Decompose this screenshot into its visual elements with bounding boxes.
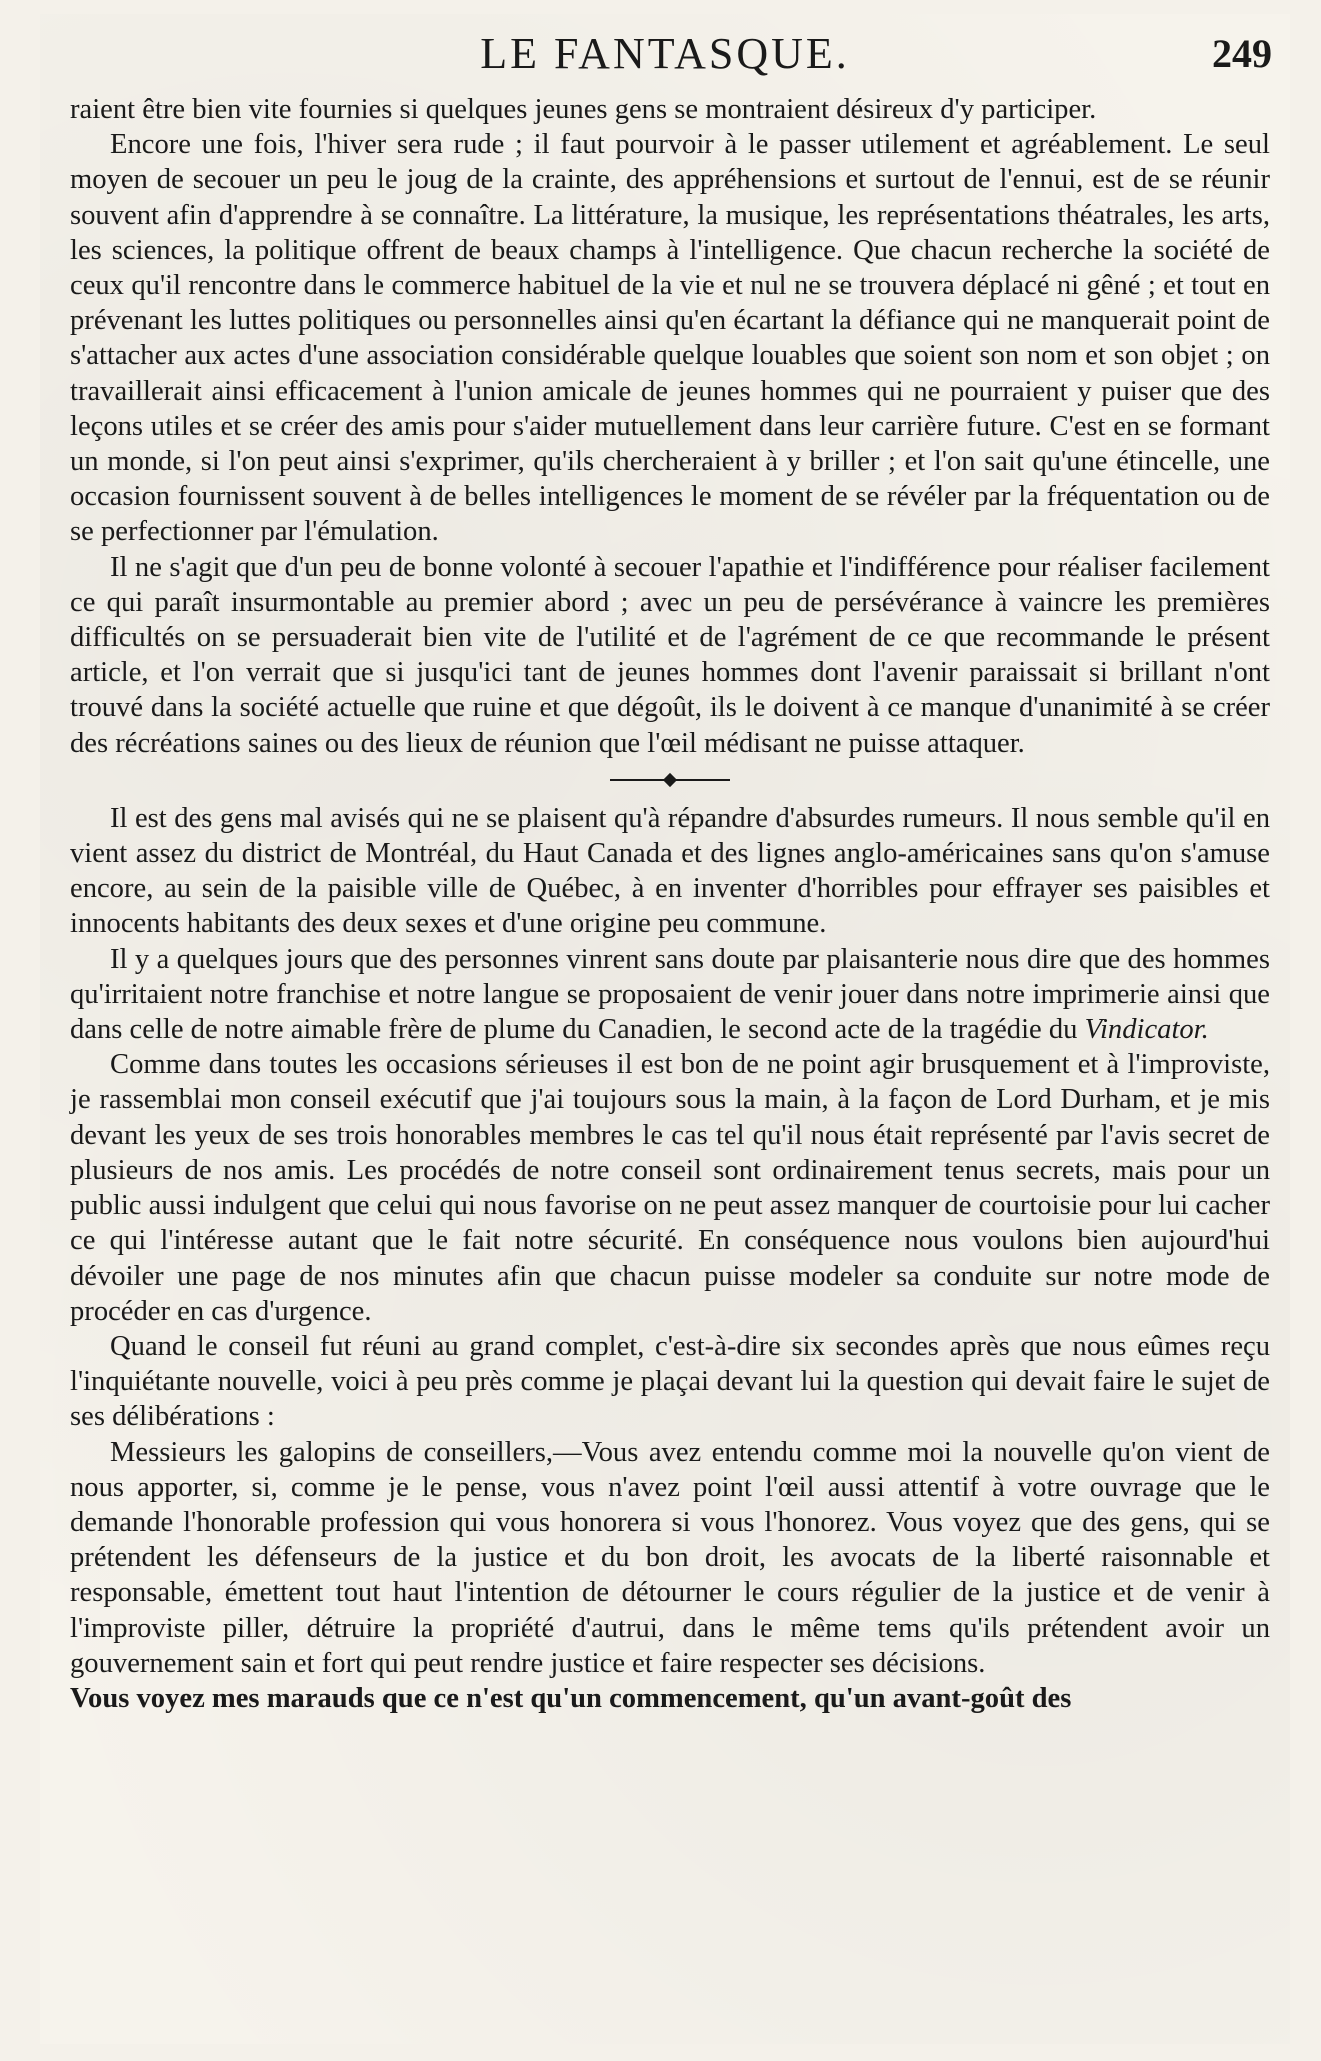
- article1-paragraph-3: Il ne s'agit que d'un peu de bonne volonté à secouer l'apathie et l'indifférence pour réaliser facilement ce qui paraît insurmontable au premier abord ; avec un peu de persévérance à vaincre les premières difficultés on se persuaderait bien vite de l'utilité et de l'agrément de ce que recommande le présent article, et l'on verrait que si jusqu'ici tant de jeunes hommes dont l'avenir paraissait si brillant n'ont trouvé dans la société actuelle que ruine et que dégoût, ils le doivent à ce manque d'unanimité à se créer des récréations saines ou des lieux de réunion que l'œil médisant ne puisse attaquer.: [70, 551, 1270, 759]
- page-number: 249: [1212, 31, 1272, 76]
- vindicator-title: Vindicator.: [1084, 1014, 1209, 1046]
- article2-paragraph-2-text: Il y a quelques jours que des personnes vinrent sans doute par plaisanterie nous dire que des hommes qu'irritaient notre franchise et notre langue se proposaient de venir jouer dans notre imprimerie ainsi que dans celle de notre aimable frère de plume du Canadien, le second acte de la tragédie du: [70, 943, 1270, 1046]
- article2-paragraph-3: Comme dans toutes les occasions sérieuses il est bon de ne point agir brusquement et à l'improviste, je rassemblai mon conseil exécutif que j'ai toujours sous la main, à la façon de Lord Durham, et je mis devant les yeux de ses trois honorables membres le cas tel qu'il nous était représenté par l'avis secret de plusieurs de nos amis. Les procédés de notre conseil sont ordinairement tenus secrets, mais pour un public aussi indulgent que celui qui nous favorise on ne peut assez manquer de courtoisie pour lui cacher ce qui l'intéresse autant que le fait notre sécurité. En conséquence nous voulons bien aujourd'hui dévoiler une page de nos minutes afin que chacun puisse modeler sa conduite sur notre mode de procéder en cas d'urgence.: [70, 1049, 1270, 1327]
- running-title: LE FANTASQUE.: [480, 29, 850, 78]
- page-header: [40, 14, 1290, 86]
- article2-paragraph-5: Messieurs les galopins de conseillers,—Vous avez entendu comme moi la nouvelle qu'on vient de nous apporter, si, comme je le pense, vous n'avez point l'œil aussi attentif à votre ouvrage que le demande l'honorable profession qui vous honorera si vous l'honorez. Vous voyez que des gens, qui se prétendent les défenseurs de la justice et du bon droit, les avocats de la liberté raisonnable et responsable, émettent tout haut l'intention de détourner le cours régulier de la justice et de venir à l'improviste piller, détruire la propriété d'autrui, dans le même tems qu'ils prétendent avoir un gouvernement sain et fort qui peut rendre justice et faire respecter ses décisions.: [70, 1436, 1270, 1679]
- article1-paragraph-2: Encore une fois, l'hiver sera rude ; il faut pourvoir à le passer utilement et agréablement. Le seul moyen de secouer un peu le joug de la crainte, des appréhensions et surtout de l'ennui, est de se réunir souvent afin d'apprendre à se connaître. La littérature, la musique, les représentations théatrales, les arts, les sciences, la politique offrent de beaux champs à l'intelligence. Que chacun recherche la société de ceux qu'il rencontre dans le commerce habituel de la vie et nul ne se trouvera déplacé ni gêné ; et tout en prévenant les luttes politiques ou personnelles ainsi qu'en écartant la défiance qui ne manquerait point de s'attacher aux actes d'une association considérable quelque louables que soient son nom et son objet ; on travaillerait ainsi efficacement à l'union amicale de jeunes hommes qui ne pourraient y puiser que des leçons utiles et se créer des amis pour s'aider mutuellement dans leur carrière future. C'est en se formant un monde, si l'on peut ainsi s'exprimer, qu'ils chercheraient à y briller ; et l'on sait qu'une étincelle, une occasion fournissent souvent à de belles intelligences le moment de se révéler par la fréquentation ou de se perfectionner par l'émulation.: [70, 129, 1270, 548]
- article2-paragraph-2: [70, 942, 1270, 1048]
- body-text: [70, 92, 1270, 1716]
- section-divider-ornament: [610, 769, 730, 791]
- newspaper-page: [40, 14, 1290, 2044]
- article1-paragraph-1: raient être bien vite fournies si quelques jeunes gens se montraient désireux d'y participer.: [70, 94, 1097, 125]
- article2-paragraph-4: Quand le conseil fut réuni au grand complet, c'est-à-dire six secondes après que nous eûmes reçu l'inquiétante nouvelle, voici à peu près comme je plaçai devant lui la question qui devait faire le sujet de ses délibérations :: [70, 1330, 1270, 1433]
- article2-paragraph-6: Vous voyez mes marauds que ce n'est qu'un commencement, qu'un avant-goût des: [70, 1682, 1072, 1714]
- article2-paragraph-1: Il est des gens mal avisés qui ne se plaisent qu'à répandre d'absurdes rumeurs. Il nous semble qu'il en vient assez du district de Montréal, du Haut Canada et des lignes anglo-américaines sans qu'on s'amuse encore, au sein de la paisible ville de Québec, à en inventer d'horribles pour effrayer ses paisibles et innocents habitants des deux sexes et d'une origine peu commune.: [70, 802, 1270, 940]
